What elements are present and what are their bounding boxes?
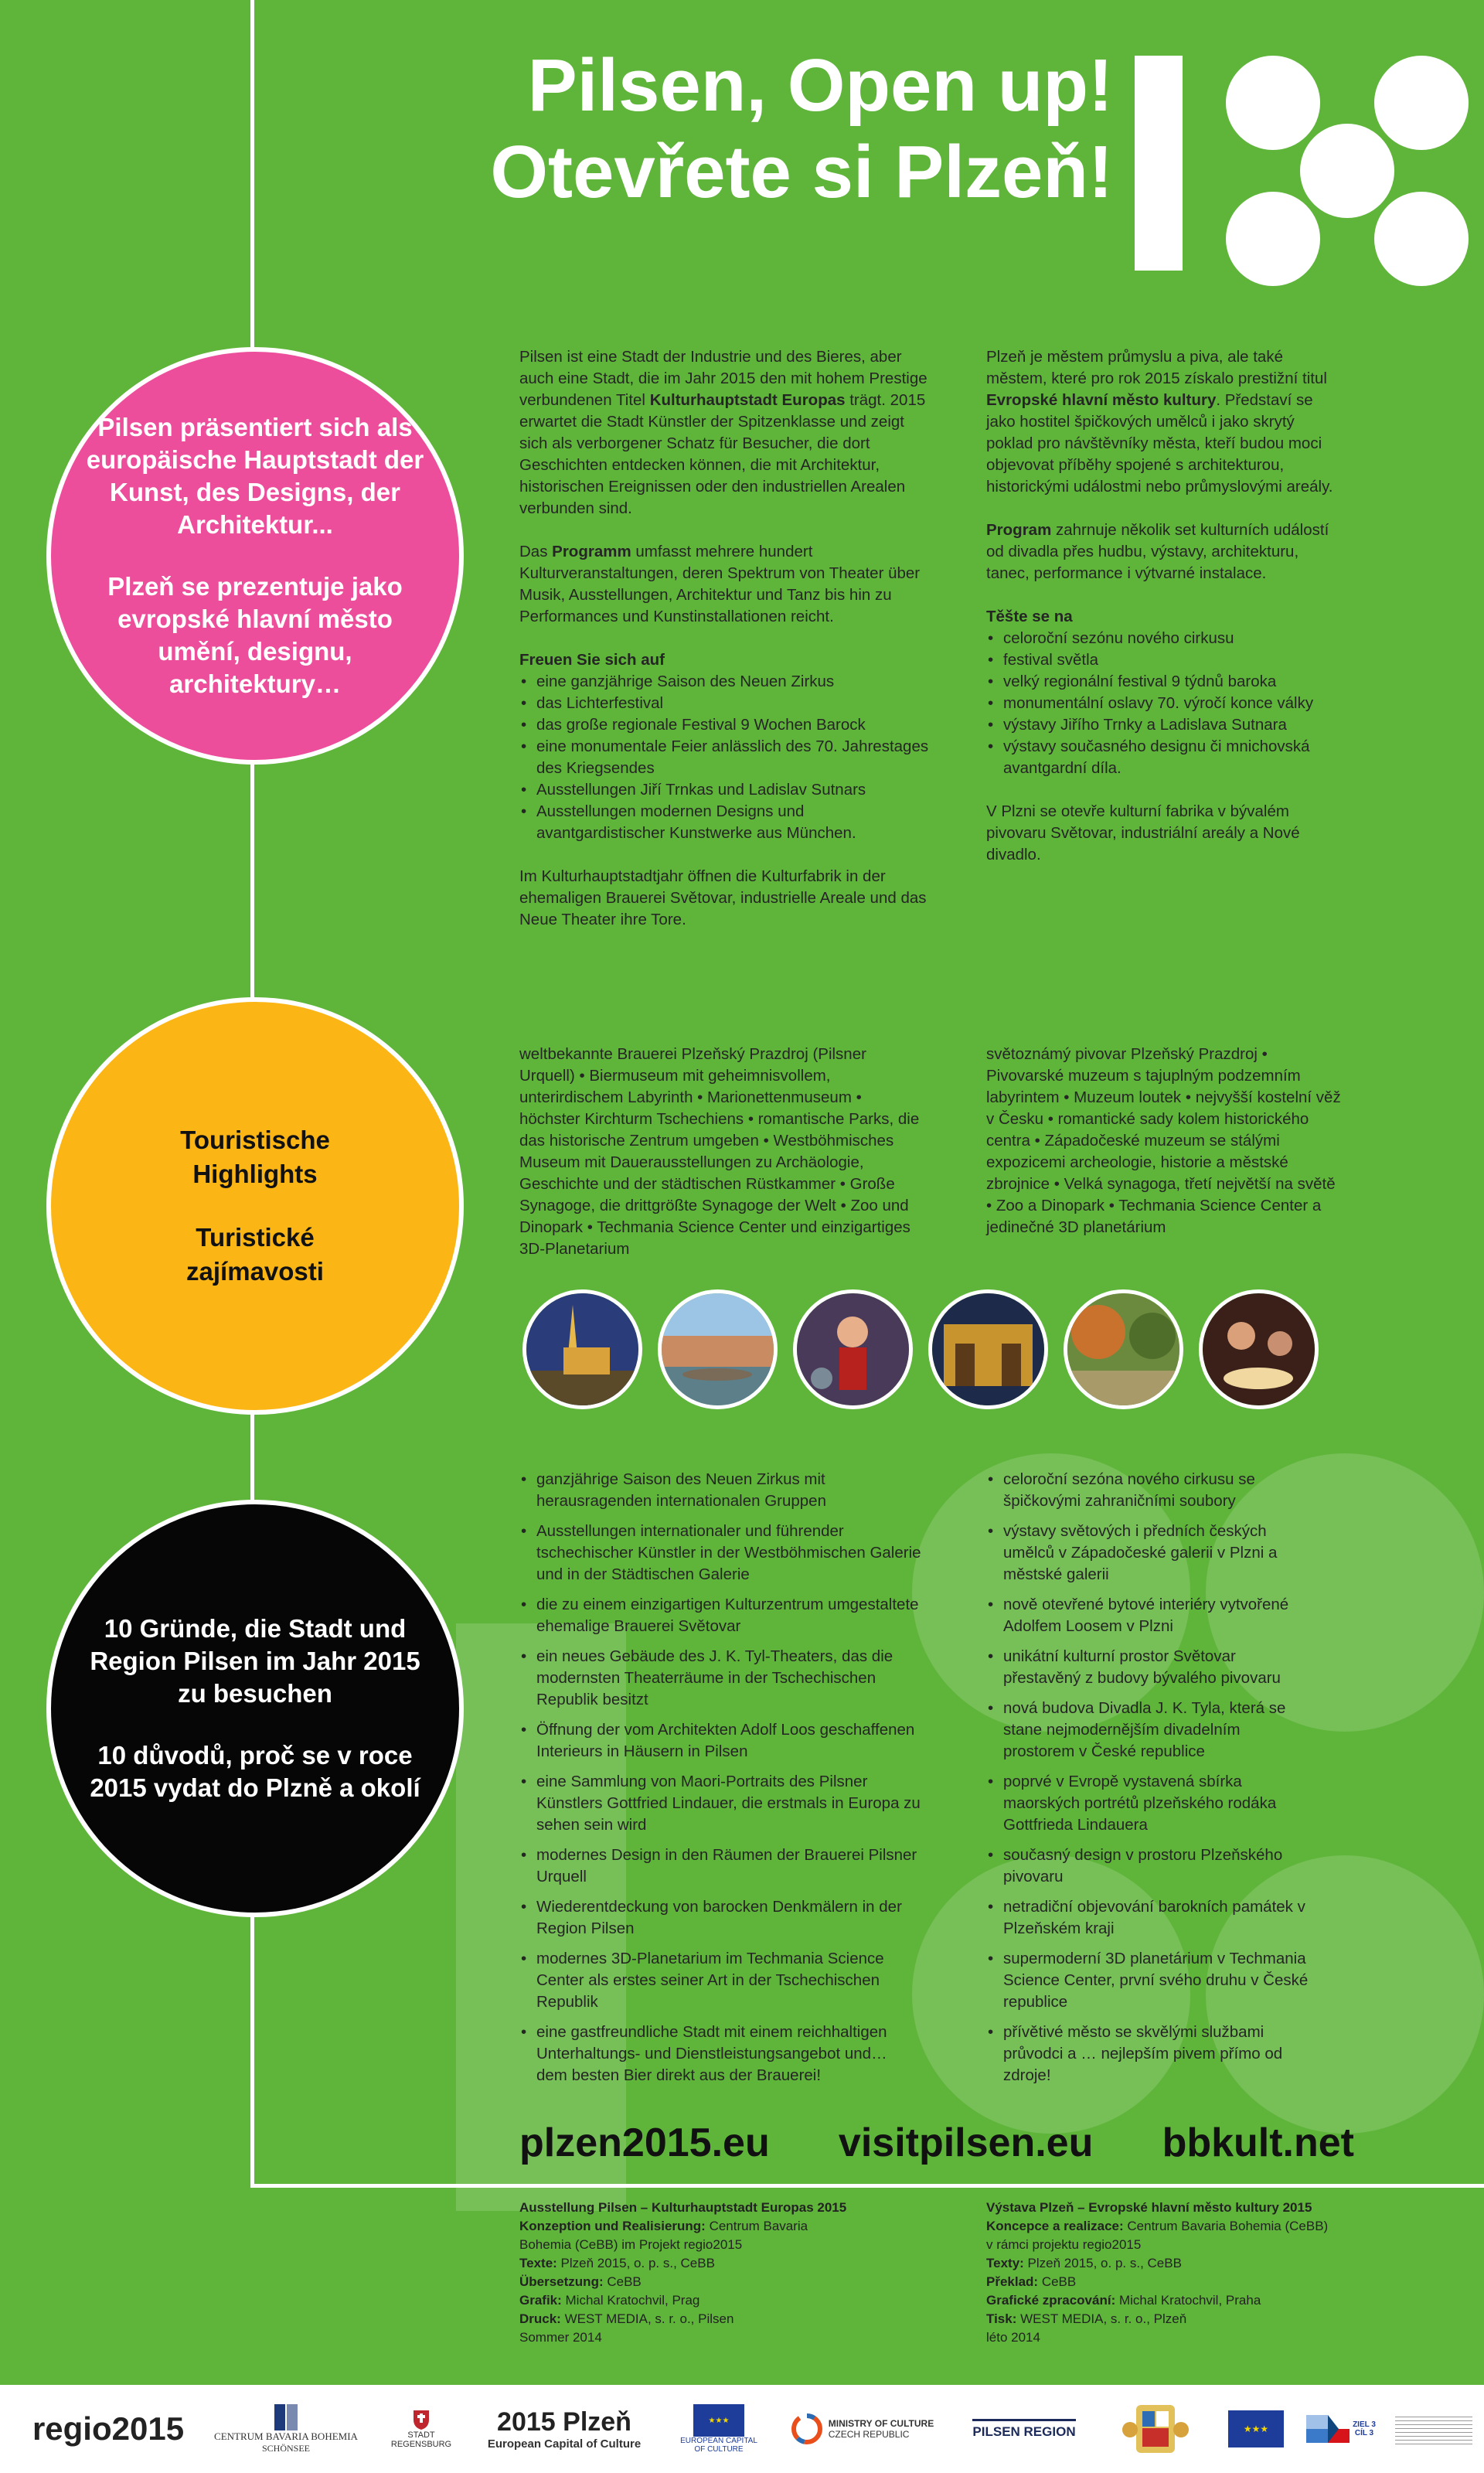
credits-line [986,2273,1350,2291]
list-item: • Wiederentdeckung von barocken Denkmälern in der Region Pilsen [519,1896,921,1940]
circle-ten-reasons-cz: 10 důvodů, proč se v roce 2015 vydat do Plzně a okolí [90,1741,420,1802]
ten-reasons-de [519,1469,921,2095]
eu-ecoc-logo [672,2385,765,2473]
logo-dot [1300,124,1394,218]
paragraph: V Plzni se otevře kulturní fabrika v bývalém pivovaru Světovar, industriální areály a Nové divadlo. [986,802,1300,864]
cebb-location: SCHÖNSEE [261,2442,310,2454]
credits-line: v rámci projektu regio2015 [986,2237,1142,2252]
list-item: • eine monumentale Feier anlässlich des 70. Jahrestages des Kriegsendes [519,736,937,779]
plzen-2015-logo [1135,56,1484,288]
list-item: • modernes 3D-Planetarium im Techmania Science Center als erstes seiner Art in der Tschechischen Republik [519,1948,921,2013]
value: Centrum Bavaria [705,2219,808,2233]
list-item: • eine gastfreundliche Stadt mit einem reichhaltigen Unterhaltungs- und Dienstleistungsangebot und… dem besten Bier direkt aus der Brauerei! [519,2022,921,2086]
ministry-line1: MINISTRY OF CULTURE [828,2418,934,2429]
highlight-list [986,628,1342,779]
circle-highlights-cz: Turistické zajímavosti [186,1223,324,1286]
list-item: • přívětivé město se skvělými službami průvodci a … nejlepším pivem přímo od zdroje! [986,2022,1311,2086]
value: WEST MEDIA, s. r. o., Pilsen [560,2311,734,2326]
list-item: • monumentální oslavy 70. výročí konce války [986,693,1342,714]
text-bold: Evropské hlavní město kultury [986,391,1217,409]
pilsen-region-logo [962,2385,1086,2473]
cebb-emblem-icon [274,2404,298,2430]
title-line-de: Pilsen, Open up! [527,44,1113,127]
list-item: • současný design v prostoru Plzeňského pivovaru [986,1845,1311,1888]
paragraph: weltbekannte Brauerei Plzeňský Prazdroj (Pilsner Urquell) • Biermuseum mit geheimnisvollem, unterirdischem Labyrinth • Marionettenmuseum • höchster Kirchturm Tschechiens • romantische Parks, die das historische Zentrum umgeben • Westböhmisches Museum mit Dauerausstellungen zu Archäologie, Geschichte und der städtischen Rüstkammer • Große Synagoge, die drittgrößte Synagoge der Welt • Zoo und Dinopark • Techmania Science Center und einzigartiges 3D-Planetarium [519,1045,920,1258]
text-bold: Těšte se na [986,608,1073,625]
logo-dot [1226,192,1320,286]
list-item: • výstavy světových i předních českých umělců v Západočeské galerii v Plzni a městské galerii [986,1521,1311,1586]
url-bbkult[interactable]: bbkult.net [1162,2120,1354,2165]
circle-highlights-de: Touristische Highlights [180,1126,330,1188]
eu-flag-icon: ★★★ [693,2404,744,2437]
ten-reasons-cz [986,1469,1311,2095]
credits-line [986,2291,1350,2310]
circle-highlights [46,997,464,1415]
paragraph [986,519,1342,584]
value: Plzeň 2015, o. p. s., CeBB [556,2256,715,2270]
credits-line [986,2254,1350,2273]
paragraph [986,346,1342,498]
brewery-gate-photo [928,1289,1048,1409]
credits-line [519,2254,883,2273]
regensburg-logo [379,2385,464,2473]
list-title [986,606,1342,628]
text-bold: Kulturhauptstadt Europas [649,391,846,409]
credits-line [519,2310,883,2328]
partner-logo-strip [0,2385,1484,2473]
list-item: • eine ganzjährige Saison des Neuen Zirkus [519,671,937,693]
reasons-list [986,1469,1311,2086]
value: CeBB [1038,2274,1077,2289]
text: . Představí se jako hostitel špičkových umělců i jako skrytý poklad pro návštěvníky města, kteří budou moci objevovat příběhy spojené s architekturou, historickými událostmi nebo průmyslovými areály. [986,391,1333,496]
label: Koncepce a realizace: [986,2219,1124,2233]
value: Centrum Bavaria Bohemia (CeBB) [1123,2219,1329,2233]
credits-cz [986,2199,1350,2347]
list-item: • nová budova Divadla J. K. Tyla, která se stane nejmodernějším divadelním prostorem v České republice [986,1698,1311,1763]
credits-line [986,2310,1350,2328]
list-item: • velký regionální festival 9 týdnů baroka [986,671,1342,693]
credits-line [519,2291,883,2310]
cathedral-photo [522,1289,642,1409]
text-bold: Program [986,521,1052,539]
ministry-logo [777,2385,947,2473]
text: Pilsen ist eine Stadt der Industrie und des Bieres, aber auch eine Stadt, die im Jahr 2015 den mit hohem Prestige verbundenen Titel [519,348,928,409]
text: Das [519,543,553,560]
text-bold: Programm [552,543,631,560]
list-item: • netradiční objevování barokních památek v Plzeňském kraji [986,1896,1311,1940]
label: Texty: [986,2256,1024,2270]
url-visitpilsen[interactable]: visitpilsen.eu [838,2120,1094,2165]
list-item: • unikátní kulturní prostor Světovar přestavěný z budovy bývalého pivovaru [986,1646,1311,1689]
label: Druck: [519,2311,561,2326]
regio-wordmark: regio2015 [32,2410,185,2447]
eu-funding-note-logo [1391,2385,1476,2473]
value: CeBB [603,2274,642,2289]
cebb-logo [209,2385,363,2473]
credits-line [519,2273,883,2291]
ziel3-logo [1298,2385,1384,2473]
regensburg-crest-icon [412,2409,431,2430]
url-plzen2015[interactable]: plzen2015.eu [519,2120,770,2165]
label: Grafické zpracování: [986,2293,1116,2308]
regensburg-line1: STADT [407,2430,435,2440]
paragraph [519,541,937,628]
list-item: • Öffnung der vom Architekten Adolf Loos geschaffenen Interieurs in Häusern in Pilsen [519,1719,921,1763]
credits-line: Bohemia (CeBB) im Projekt regio2015 [519,2237,743,2252]
cebb-name: CENTRUM BAVARIA BOHEMIA [214,2430,358,2442]
plzen-word: Plzeň [563,2407,631,2437]
regio2015-logo [23,2385,193,2473]
list-item: • Ausstellungen internationaler und führender tschechischer Künstler in der Westböhmischen Galerie und in der Städtischen Galerie [519,1521,921,1586]
credits-line [519,2217,883,2236]
value: Michal Kratochvil, Praha [1115,2293,1261,2308]
title-line-cz: Otevřete si Plzeň! [490,131,1113,213]
credits-line [986,2217,1350,2236]
list-item: • modernes Design in den Räumen der Brauerei Pilsner Urquell [519,1845,921,1888]
paragraph: Im Kulturhauptstadtjahr öffnen die Kulturfabrik in der ehemaligen Brauerei Světovar, industrielle Areale und das Neue Theater ihre Tore. [519,867,927,928]
funding-note-lines [1395,2413,1472,2444]
text-bold: Freuen Sie sich auf [519,651,665,669]
regensburg-line2: REGENSBURG [390,2440,452,2449]
circle-intro-cz: Plzeň se prezentuje jako evropské hlavní město umění, designu, architektury… [107,572,403,698]
circle-intro [46,347,464,765]
list-item: • výstavy současného designu či mnichovská avantgardní díla. [986,736,1342,779]
bavaria-crest-icon [1121,2400,1190,2458]
ministry-line2: CZECH REPUBLIC [828,2429,910,2440]
logo-dot [1374,192,1469,286]
text: trägt. 2015 erwartet die Stadt Künstler der Spitzenklasse und zeigt sich als verborgener Schatz für Besucher, die dort Geschichten entdecken können, die mit Architektur, historischen Ereignissen oder den industriellen Arealen verbunden sind. [519,391,926,517]
list-item: • celoroční sezónu nového cirkusu [986,628,1342,649]
highlight-list [519,671,937,844]
credits-de [519,2199,883,2347]
list-item: • nově otevřené bytové interiéry vytvořené Adolfem Loosem v Plzni [986,1594,1311,1637]
circle-ten-reasons [46,1500,464,1917]
credits-line: léto 2014 [986,2330,1040,2345]
text: zahrnuje několik set kulturních událostí od divadla přes hudbu, výstavy, architekturu, tanec, performance i výtvarné instalace. [986,521,1329,582]
river-town-photo [658,1289,778,1409]
list-item: • ganzjährige Saison des Neuen Zirkus mit herausragenden internationalen Gruppen [519,1469,921,1512]
paragraph [519,346,937,519]
bavaria-crest-logo [1105,2385,1206,2473]
text: Plzeň je městem průmyslu a piva, ale také městem, které pro rok 2015 získalo prestižní titul [986,348,1327,387]
circle-intro-de: Pilsen präsentiert sich als europäische Hauptstadt der Kunst, des Designs, der Architektur... [86,413,424,539]
label: Texte: [519,2256,557,2270]
eu-flag-logo [1221,2385,1291,2473]
circle-ten-reasons-de: 10 Gründe, die Stadt und Region Pilsen im Jahr 2015 zu besuchen [90,1614,420,1708]
value: Michal Kratochvil, Prag [561,2293,700,2308]
list-item: • supermoderní 3D planetárium v Techmania Science Center, první svého druhu v České republice [986,1948,1311,2013]
text-bold: Výstava Plzeň – Evropské hlavní město kultury 2015 [986,2200,1312,2215]
list-item: • Ausstellungen Jiří Trnkas und Ladislav Sutnars [519,779,937,801]
label: Grafik: [519,2293,562,2308]
list-item: • das Lichterfestival [519,693,937,714]
value: Plzeň 2015, o. p. s., CeBB [1023,2256,1182,2270]
park-photo [1064,1289,1183,1409]
label: Tisk: [986,2311,1017,2326]
label: Překlad: [986,2274,1039,2289]
highlights-text-cz [986,1044,1342,1260]
list-item: • ein neues Gebäude des J. K. Tyl-Theaters, das die modernsten Theaterräume in der Tschechischen Republik besitzt [519,1646,921,1711]
intro-text-cz [986,346,1342,887]
plzen-ecoc-logo [475,2385,653,2473]
logo-dot [1226,56,1320,150]
list-item: • das große regionale Festival 9 Wochen Barock [519,714,937,736]
credits-line: Sommer 2014 [519,2330,602,2345]
list-item: • poprvé v Evropě vystavená sbírka maorských portrétů plzeňského rodáka Gottfrieda Lindauera [986,1771,1311,1836]
plzen-subtitle: European Capital of Culture [487,2437,642,2451]
paragraph: světoznámý pivovar Plzeňský Prazdroj • Pivovarské muzeum s tajuplným podzemním labyrintem • Muzeum loutek • nejvyšší kostelní věž v Česku • romantické sady kolem historického centra • Západočeské muzeum se stálými expozicemi archeologie, historie a městské zbrojnice • Velká synagoga, třetí největší na světě • Zoo a Dinopark • Techmania Science Center a jedinečné 3D planetárium [986,1045,1341,1236]
page-title [417,43,1113,216]
eu-flag-icon: ★★★ [1228,2410,1284,2447]
photo-strip [522,1289,1450,1413]
highlights-text-de [519,1044,921,1282]
website-links [519,2120,1354,2174]
list-item: • festival světla [986,649,1342,671]
list-item: • eine Sammlung von Maori-Portraits des Pilsner Künstlers Gottfried Lindauer, die erstmals in Europa zu sehen sein wird [519,1771,921,1836]
list-title [519,649,937,671]
puppet-museum-photo [793,1289,913,1409]
intro-text-de [519,346,937,952]
credits-title [519,2199,883,2217]
credits-title [986,2199,1350,2217]
plzen-mark: 2015 [497,2407,556,2437]
logo-dot [1374,56,1469,150]
list-item: • die zu einem einzigartigen Kulturzentrum umgestaltete ehemalige Brauerei Světovar [519,1594,921,1637]
eu-line2: OF CULTURE [694,2445,744,2454]
bavaria-czech-flags-icon [1306,2415,1350,2443]
label: Konzeption und Realisierung: [519,2219,706,2233]
ziel-line2: CÍL 3 [1354,2429,1374,2437]
text-bold: Ausstellung Pilsen – Kulturhauptstadt Europas 2015 [519,2200,847,2215]
eu-line1: EUROPEAN CAPITAL [680,2437,757,2445]
list-item: • Ausstellungen modernen Designs und avantgardistischer Kunstwerke aus München. [519,801,937,844]
ministry-ring-icon [790,2412,824,2446]
timeline-horizontal-line [250,2184,1484,2188]
list-item: • výstavy Jiřího Trnky a Ladislava Sutnara [986,714,1342,736]
label: Übersetzung: [519,2274,604,2289]
ziel-line1: ZIEL 3 [1353,2420,1376,2429]
reasons-list [519,1469,921,2086]
value: WEST MEDIA, s. r. o., Plzeň [1016,2311,1187,2326]
pilsen-region-wordmark: PILSEN REGION [972,2419,1075,2440]
text: umfasst mehrere hundert Kulturveranstaltungen, deren Spektrum von Theater über Musik, Ausstellungen, Architektur und Tanz bis hin zu Performances und Kunstinstallationen reicht. [519,543,921,625]
logo-bar [1135,56,1183,271]
list-item: • celoroční sezóna nového cirkusu se špičkovými zahraničními soubory [986,1469,1311,1512]
science-center-photo [1199,1289,1319,1409]
